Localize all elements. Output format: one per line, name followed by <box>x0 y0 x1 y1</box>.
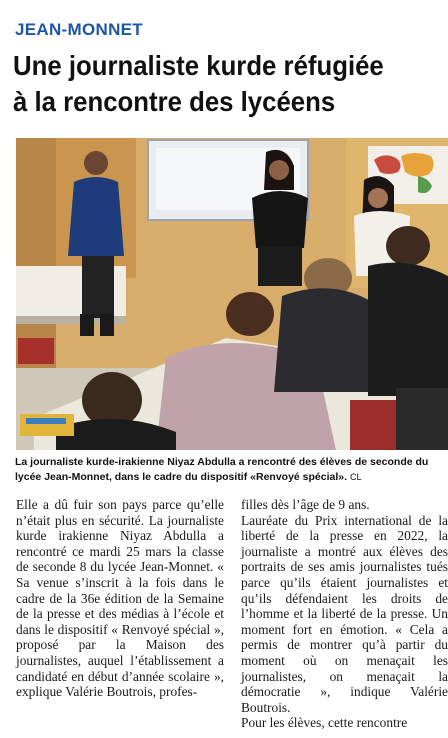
article-headline <box>13 48 404 120</box>
caption-text: La journaliste kurde-irakienne Niyaz Abdulla a rencontré des élèves de seconde du lycée Jean-Monnet, dans le cadre du dispositif «Renvoyé spécial». <box>15 456 429 483</box>
photo-credit: CL <box>350 472 362 482</box>
classroom-photo <box>16 138 448 450</box>
section-kicker: JEAN-MONNET <box>15 20 143 39</box>
headline-line-2: à la rencontre des lycéens <box>13 86 336 117</box>
body-column-right <box>241 497 448 731</box>
body-paragraph: Elle a dû fuir son pays parce qu’elle n’était plus en sécurité. La journaliste kurde irakienne Niyaz Abdulla a rencontré ce mardi 25 mars la classe de seconde 8 du lycée Jean-Monnet. « Sa venue s’inscrit à la fois dans le cadre de la 36e édition de la Semaine de la presse et des médias à l’école et dans le dispositif « Renvoyé spécial », proposé par la Maison des journalistes, auquel l’établissement a candidaté en début d’année scolaire », explique Valérie Boutrois, profes- <box>16 497 224 700</box>
body-paragraph: Pour les élèves, cette rencontre <box>241 715 408 731</box>
body-paragraph-continued: filles dès l’âge de 9 ans. <box>241 497 370 512</box>
body-paragraph: Lauréate du Prix international de la liberté de la presse en 2022, la journaliste a montré aux élèves des portraits de ses amis journalistes tués parce qu’ils étaient journalistes et qu’ils défendaient les droits de l’homme et la liberté de la presse. Un moment fort en émotion. « Cela a permis de montrer qu’à partir du moment où on menaçait les journalistes, on menaçait la démocratie », indique Valérie Boutrois. <box>241 512 448 715</box>
photo-caption <box>15 455 443 485</box>
article-photo <box>16 138 448 450</box>
headline-line-1: Une journaliste kurde réfugiée <box>13 50 384 81</box>
body-column-left <box>16 497 224 700</box>
